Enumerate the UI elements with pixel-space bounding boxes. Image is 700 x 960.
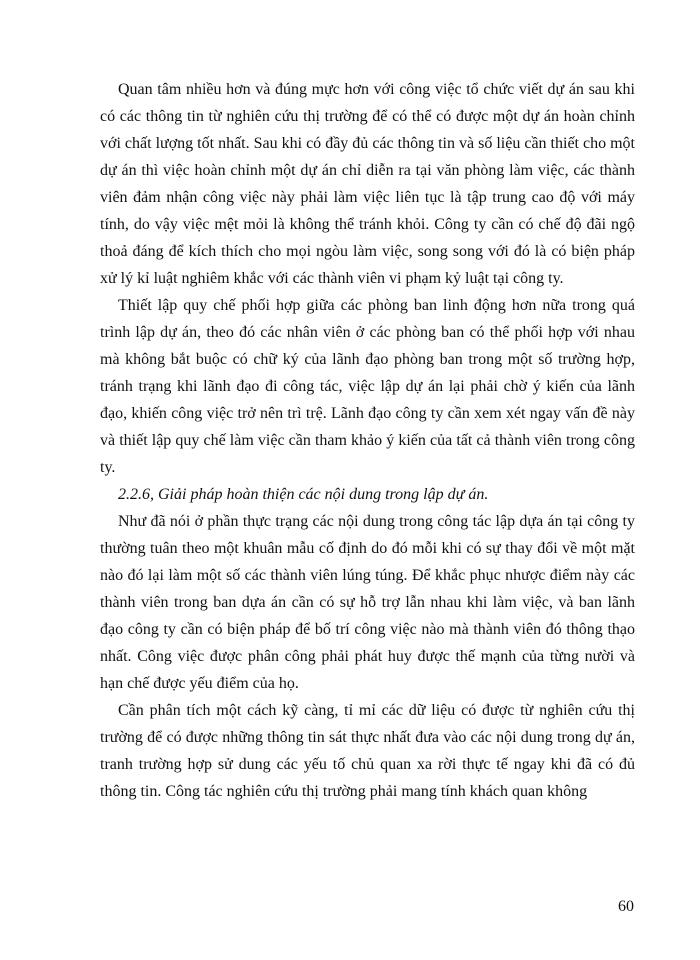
paragraph-4: Cần phân tích một cách kỹ càng, tỉ mỉ các dữ liệu có được từ nghiên cứu thị trường để có được những thông tin sát thực nhất đưa vào các nội dung trong dự án, tranh trường hợp sử dung các yếu tố chủ quan xa rời thực tế ngay khi đã có đủ thông tin. Công tác nghiên cứu thị trường phải mang tính khách quan không (100, 702, 635, 800)
section-heading: 2.2.6, Giải pháp hoàn thiện các nội dung trong lập dự án. (118, 486, 489, 503)
page-number: 60 (618, 898, 634, 915)
paragraph-1: Quan tâm nhiều hơn và đúng mực hơn với công việc tổ chức viết dự án sau khi có các thông tin từ nghiên cứu thị trường để có thể có được một dự án hoàn chỉnh với chất lượng tốt nhất. Sau khi có đầy đủ các thông tin và số liệu cần thiết cho một dự án thì việc hoàn chỉnh một dự án chỉ diễn ra tại văn phòng làm việc, các thành viên đảm nhận công việc này phải làm việc liên tục là tập trung cao độ với máy tính, do vậy việc mệt mỏi là không thể tránh khỏi. Công ty cần có chế độ đãi ngộ thoả đáng để kích thích cho mọi ngòu làm việc, song song với đó là có biện pháp xử lý kỉ luật nghiêm khắc với các thành viên vi phạm kỷ luật tại công ty. (100, 81, 635, 287)
paragraph-3: Như đã nói ở phần thực trạng các nội dung trong công tác lập dựa án tại công ty thường tuân theo một khuân mẫu cố định do đó mỗi khi có sự thay đổi về một mặt nào đó lại làm một số các thành viên lúng túng. Để khắc phục nhược điểm này các thành viên trong ban dựa án cần có sự hỗ trợ lẫn nhau khi làm việc, và ban lãnh đạo công ty cần có biện pháp để bố trí công việc nào mà thành viên đó thông thạo nhất. Công việc được phân công phải phát huy được thế mạnh của từng nười và hạn chế được yếu điểm của họ. (100, 513, 635, 692)
paragraph-2: Thiết lập quy chế phối hợp giữa các phòng ban linh động hơn nữa trong quá trình lập dự án, theo đó các nhân viên ở các phòng ban có thể phối hợp với nhau mà không bắt buộc có chữ ký của lãnh đạo phòng ban trong một số trường hợp, tránh trạng khi lãnh đạo đi công tác, việc lập dự án lại phải chờ ý kiến của lãnh đạo, khiến công việc trở nên trì trệ. Lãnh đạo công ty cần xem xét ngay vấn đề này và thiết lập quy chế làm việc cần tham khảo ý kiến của tất cả thành viên trong công ty. (100, 297, 635, 476)
page-content (100, 76, 635, 805)
